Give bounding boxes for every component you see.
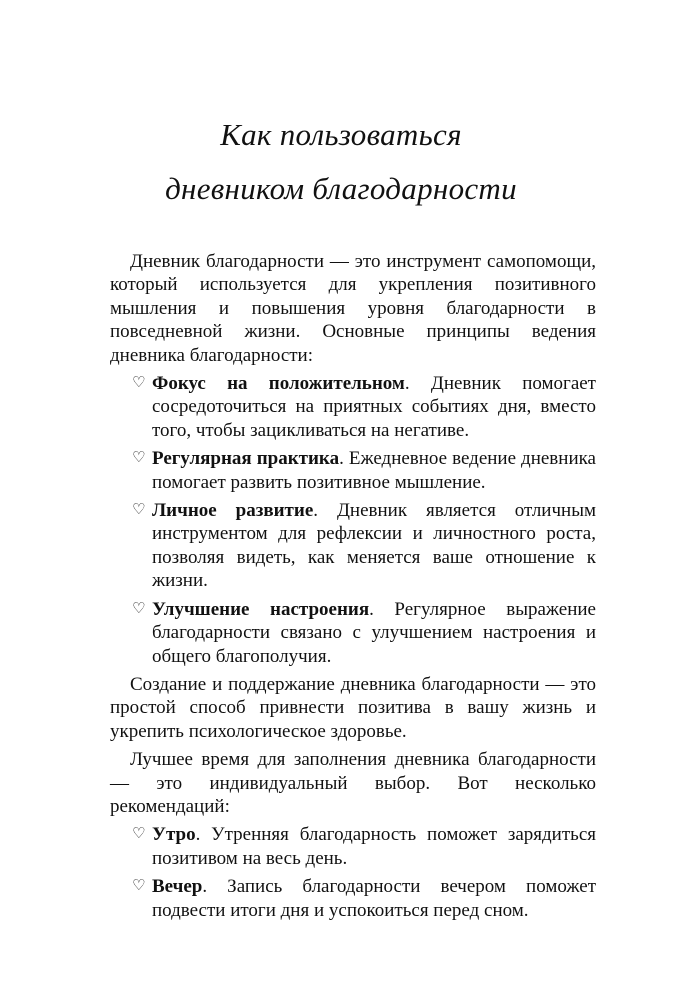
item-text: . Запись благодарности вечером поможет подвести итоги дня и успокоиться перед сном. [152, 876, 596, 921]
times-list [110, 823, 596, 922]
best-time-paragraph: Лучшее время для заполнения дневника благодарности — это индивидуальный выбор. Вот несколько рекомендаций: [110, 749, 596, 817]
list-item [110, 598, 596, 668]
item-text: . Регулярное выражение благодарности связано с улучшением настроения и общего благополучия. [152, 598, 596, 667]
item-term: Фокус на положительном [152, 373, 405, 395]
heart-outline-icon: ♡ [132, 450, 146, 467]
item-text: . Утренняя благодарность поможет зарядиться позитивом на весь день. [152, 824, 596, 869]
item-text: . Дневник является отличным инструментом для рефлексии и личностного роста, позволяя видеть, как меняется ваше отношение к жизни. [152, 500, 596, 592]
item-term: Вечер [152, 876, 203, 898]
list-item [110, 499, 596, 593]
list-item [110, 372, 596, 442]
item-text: . Ежедневное ведение дневника помогает развить позитивное мышление. [152, 448, 596, 493]
heart-outline-icon: ♡ [132, 600, 146, 617]
item-term: Личное развитие [152, 500, 314, 522]
title-line-1: Как пользоваться [220, 117, 462, 152]
title-line-2: дневником благодарности [165, 171, 517, 206]
summary-paragraph: Создание и поддержание дневника благодарности — это простой способ привнести позитива в вашу жизнь и укрепить психологическое здоровье. [110, 673, 596, 742]
item-term: Регулярная практика [152, 448, 340, 470]
page-body [110, 250, 596, 927]
list-item [110, 447, 596, 494]
heart-outline-icon: ♡ [132, 375, 146, 392]
heart-outline-icon: ♡ [132, 826, 146, 843]
page-title [0, 108, 682, 216]
list-item [110, 875, 596, 922]
item-term: Утро [152, 824, 196, 846]
intro-paragraph: Дневник благодарности — это инструмент самопомощи, который используется для укрепления позитивного мышления и повышения уровня благодарности в повседневной жизни. Основные принципы ведения дневника благодарности: [110, 251, 596, 366]
item-text: . Дневник помогает сосредоточиться на приятных событиях дня, вместо того, чтобы зацикливаться на негативе. [152, 373, 596, 441]
heart-outline-icon: ♡ [132, 878, 146, 895]
list-item [110, 823, 596, 870]
heart-outline-icon: ♡ [132, 502, 146, 519]
principles-list [110, 372, 596, 668]
item-term: Улучшение настроения [152, 598, 370, 620]
